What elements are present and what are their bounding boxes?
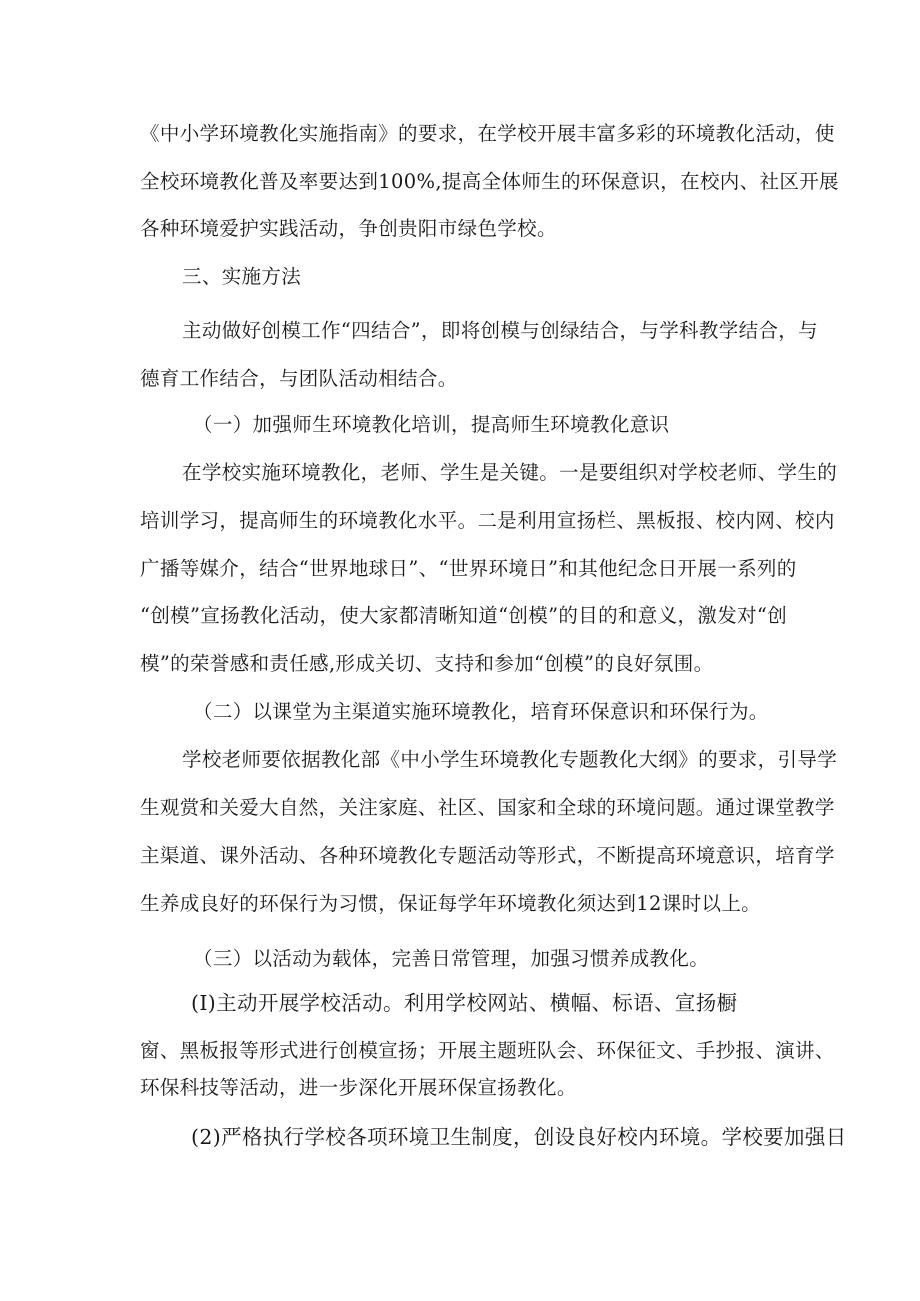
paragraph-line: 生养成良好的环保行为习惯，保证每学年环境教化须达到12课时以上。 (140, 892, 762, 915)
paragraph-line: 主渠道、课外活动、各种环境教化专题活动等形式，不断提高环境意识，培育学 (140, 844, 835, 867)
list-item-line: (I)主动开展学校活动。利用学校网站、横幅、标语、宣扬橱 (191, 991, 738, 1015)
paragraph-line: 生观赏和关爱大自然，关注家庭、社区、国家和全球的环境问题。通过课堂教学 (140, 796, 835, 819)
paragraph-line: 各种环境爱护实践活动，争创贵阳市绿色学校。 (140, 217, 557, 240)
list-item-line: (2)严格执行学校各项环境卫生制度，创设良好校内环境。学校要加强日 (191, 1125, 847, 1149)
paragraph-line: 全校环境教化普及率要达到100%,提高全体师生的环保意识，在校内、社区开展 (140, 170, 839, 193)
paragraph-line: 环保科技等活动，进一步深化开展环保宣扬教化。 (140, 1076, 577, 1099)
subsection-heading: （三）以活动为载体，完善日常管理，加强习惯养成教化。 (193, 947, 710, 970)
paragraph-line: 模”的荣誉感和责任感,形成关切、支持和参加“创模”的良好氛围。 (140, 652, 714, 675)
paragraph-line: 窗、黑板报等形式进行创模宣扬；开展主题班队会、环保征文、手抄报、演讲、 (140, 1039, 835, 1062)
paragraph-line: 主动做好创模工作“四结合”，即将创模与创绿结合，与学科教学结合，与 (182, 319, 818, 342)
paragraph-line: 德育工作结合，与团队活动相结合。 (140, 367, 458, 390)
subsection-heading: （二）以课堂为主渠道实施环境教化，培育环保意识和环保行为。 (193, 700, 769, 723)
paragraph-line: 《中小学环境教化实施指南》的要求，在学校开展丰富多彩的环境教化活动，使 (140, 122, 835, 145)
paragraph-line: “创模”宣扬教化活动，使大家都清晰知道“创模”的目的和意义，激发对“创 (140, 604, 788, 627)
paragraph-line: 在学校实施环境教化，老师、学生是关键。一是要组织对学校老师、学生的 (182, 461, 838, 484)
section-heading: 三、实施方法 (182, 265, 302, 288)
paragraph-line: 培训学习，提高师生的环境教化水平。二是利用宣扬栏、黑板报、校内网、校内 (140, 509, 835, 532)
paragraph-line: 学校老师要依据教化部《中小学生环境教化专题教化大纲》的要求，引导学 (182, 748, 838, 771)
subsection-heading: （一）加强师生环境教化培训，提高师生环境教化意识 (193, 413, 670, 436)
paragraph-line: 广播等媒介，结合“世界地球日”、“世界环境日”和其他纪念日开展一系列的 (140, 557, 797, 580)
